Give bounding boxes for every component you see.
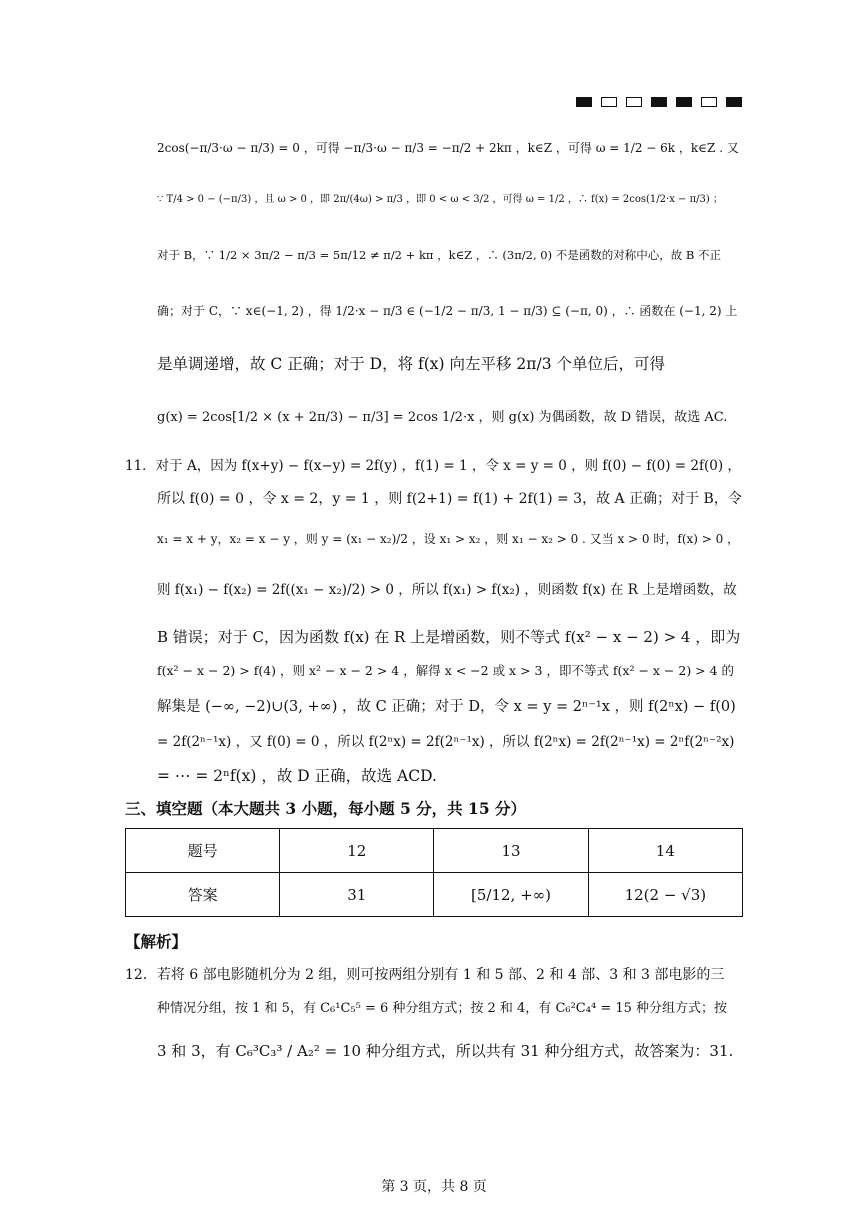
table-row <box>126 829 743 873</box>
q11-line: 解集是 (−∞, −2)∪(3, +∞) ，故 C 正确；对于 D，令 x = y = 2ⁿ⁻¹x ，则 f(2ⁿx) − f(0) <box>157 699 736 715</box>
q12-line: 种情况分组，按 1 和 5，有 C₆¹C₅⁵ = 6 种分组方式；按 2 和 4，有 C₆²C₄⁴ = 15 种分组方式；按 <box>157 1001 728 1016</box>
page-footer: 第 3 页，共 8 页 <box>381 1179 487 1195</box>
header-marks <box>576 97 742 107</box>
q10-line: 是单调递增，故 C 正确；对于 D，将 f(x) 向左平移 2π/3 个单位后，可得 <box>157 355 665 373</box>
header-mark-filled <box>576 97 592 107</box>
q10-line: 对于 B，∵ 1/2 × 3π/2 − π/3 = 5π/12 ≠ π/2 + kπ ，k∈Z ，∴ (3π/2, 0) 不是函数的对称中心，故 B 不正 <box>157 248 721 262</box>
q10-line: ∵ T/4 > 0 − (−π/3) ，且 ω > 0 ，即 2π/(4ω) > π/3 ，即 0 < ω < 3/2 ，可得 ω = 1/2 ，∴ f(x) = 2cos(1/2·x − π/3) ； <box>157 194 723 205</box>
header-mark-filled <box>676 97 692 107</box>
header-mark-empty <box>601 97 617 107</box>
q11-line: = 2f(2ⁿ⁻¹x) ，又 f(0) = 0 ，所以 f(2ⁿx) = 2f(2ⁿ⁻¹x) ，所以 f(2ⁿx) = 2f(2ⁿ⁻¹x) = 2ⁿf(2ⁿ⁻²x) <box>157 734 735 750</box>
table-header-cell: 13 <box>434 829 588 873</box>
header-mark-empty <box>701 97 717 107</box>
table-cell: 12(2 − √3) <box>588 873 742 917</box>
q11-line: f(x² − x − 2) > f(4) ，则 x² − x − 2 > 4 ，解得 x < −2 或 x > 3 ，即不等式 f(x² − x − 2) > 4 的 <box>157 663 735 678</box>
q12-line: 12．若将 6 部电影随机分为 2 组，则可按两组分别有 1 和 5 部、2 和 4 部、3 和 3 部电影的三 <box>125 967 725 983</box>
table-cell: 答案 <box>126 873 280 917</box>
table-header-cell: 12 <box>280 829 434 873</box>
section-title: 三、填空题（本大题共 3 小题，每小题 5 分，共 15 分） <box>125 799 527 818</box>
header-mark-filled <box>726 97 742 107</box>
q11-line: 所以 f(0) = 0 ，令 x = 2，y = 1 ，则 f(2+1) = f(1) + 2f(1) = 3，故 A 正确；对于 B，令 <box>157 491 742 507</box>
q10-line: 确；对于 C，∵ x∈(−1, 2) ，得 1/2·x − π/3 ∈ (−1/2 − π/3, 1 − π/3) ⊆ (−π, 0) ，∴ 函数在 (−1, 2) 上 <box>157 304 738 318</box>
table-cell: 31 <box>280 873 434 917</box>
q10-line: 2cos(−π/3·ω − π/3) = 0 ，可得 −π/3·ω − π/3 = −π/2 + 2kπ ，k∈Z ，可得 ω = 1/2 − 6k ，k∈Z . 又 <box>157 141 739 155</box>
q11-line: x₁ = x + y，x₂ = x − y ，则 y = (x₁ − x₂)/2 ，设 x₁ > x₂ ，则 x₁ − x₂ > 0 . 又当 x > 0 时，f(x) > 0 ， <box>157 532 740 546</box>
table-row <box>126 873 743 917</box>
q12-line: 3 和 3，有 C₆³C₃³ / A₂² = 10 种分组方式，所以共有 31 种分组方式，故答案为：31. <box>157 1042 734 1060</box>
q11-line: 则 f(x₁) − f(x₂) = 2f((x₁ − x₂)/2) > 0 ，所以 f(x₁) > f(x₂) ，则函数 f(x) 在 R 上是增函数，故 <box>157 582 737 598</box>
analysis-label: 【解析】 <box>125 932 188 951</box>
header-mark-empty <box>626 97 642 107</box>
table-header-cell: 题号 <box>126 829 280 873</box>
q10-line: g(x) = 2cos[1/2 × (x + 2π/3) − π/3] = 2cos 1/2·x ，则 g(x) 为偶函数，故 D 错误，故选 AC. <box>157 410 728 425</box>
header-mark-filled <box>651 97 667 107</box>
q11-line: B 错误；对于 C，因为函数 f(x) 在 R 上是增函数，则不等式 f(x² − x − 2) > 4 ，即为 <box>157 628 741 646</box>
table-header-cell: 14 <box>588 829 742 873</box>
answer-table <box>125 828 743 917</box>
table-cell: [5/12, +∞) <box>434 873 588 917</box>
q11-line: 11．对于 A，因为 f(x+y) − f(x−y) = 2f(y) ，f(1) = 1 ，令 x = y = 0 ，则 f(0) − f(0) = 2f(0) ， <box>125 458 741 474</box>
q11-line: = ⋯ = 2ⁿf(x) ，故 D 正确，故选 ACD. <box>157 767 437 785</box>
